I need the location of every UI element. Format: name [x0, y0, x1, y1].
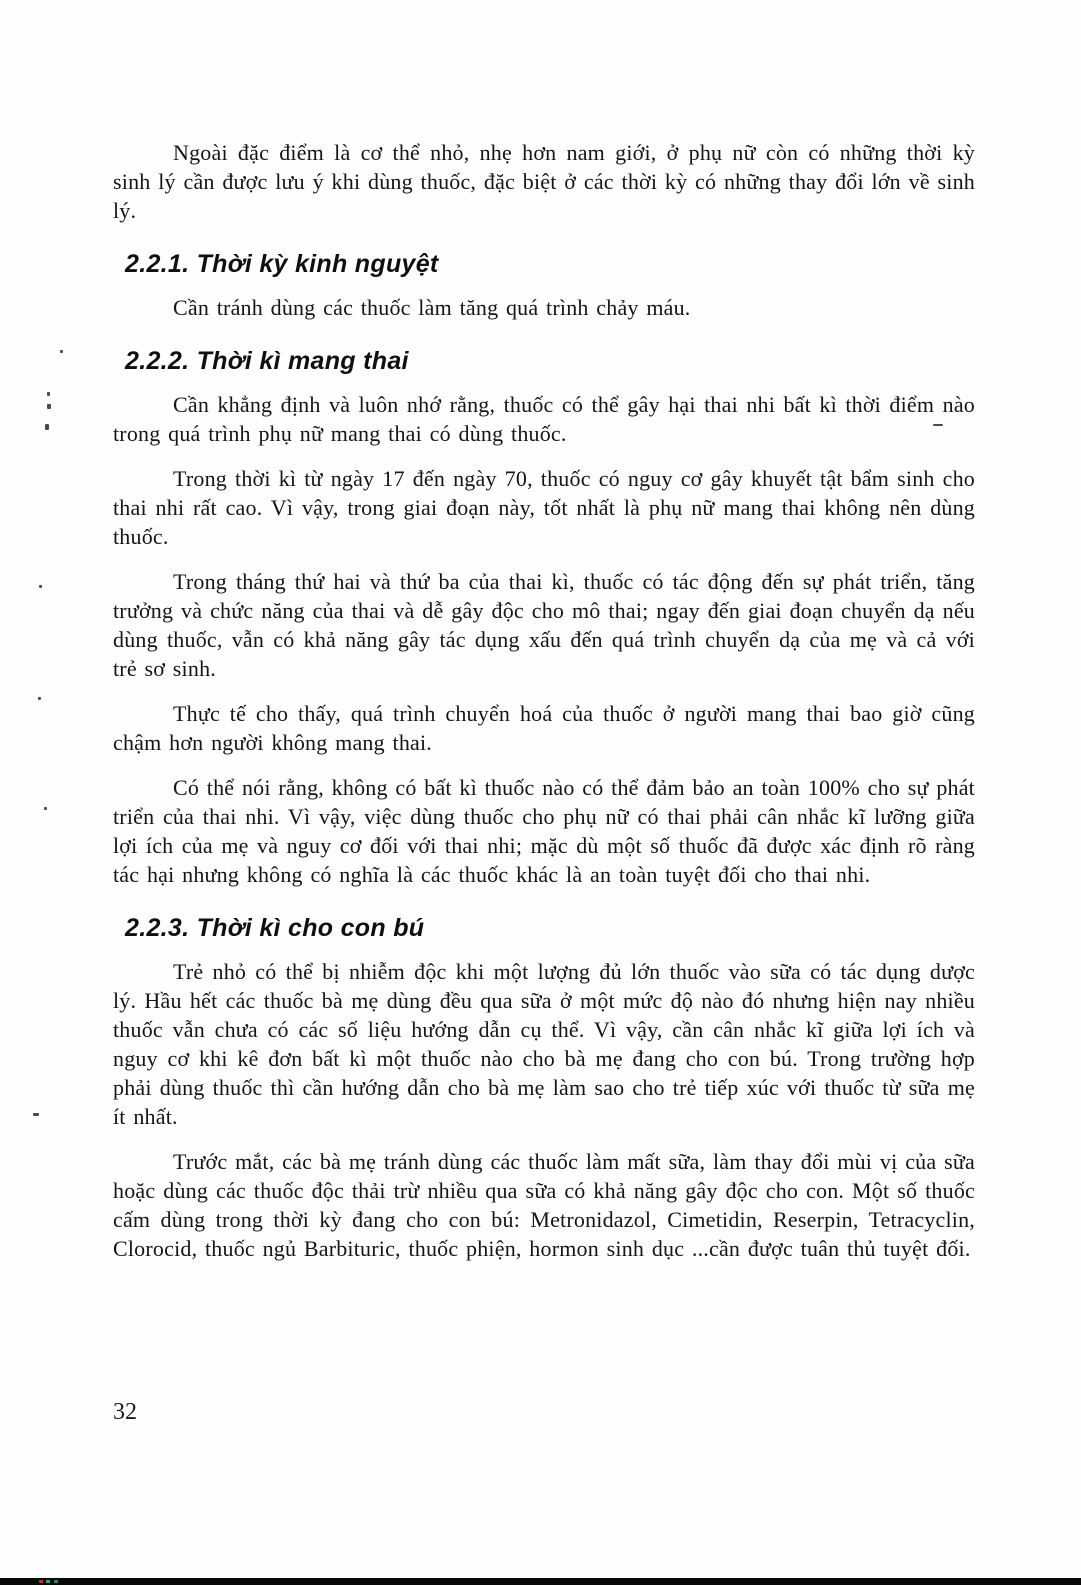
paragraph: Cần tránh dùng các thuốc làm tăng quá trình chảy máu. — [173, 295, 691, 320]
paragraph: Thực tế cho thấy, quá trình chuyển hoá của thuốc ở người mang thai bao giờ cũng chậm hơn người không mang thai. — [113, 701, 975, 755]
scan-speckle — [47, 392, 50, 396]
paragraph: Trong tháng thứ hai và thứ ba của thai kì, thuốc có tác động đến sự phát triển, tăng trưởng và chức năng của thai và dễ gây độc cho mô thai; ngay đến giai đoạn chuyển dạ nếu dùng thuốc, vẫn có khả năng gây tác dụng xấu đến quá trình chuyển dạ của mẹ và cả với trẻ sơ sinh. — [113, 569, 975, 681]
paragraph: Trong thời kì từ ngày 17 đến ngày 70, thuốc có nguy cơ gây khuyết tật bẩm sinh cho thai nhi rất cao. Vì vậy, trong giai đoạn này, tốt nhất là phụ nữ mang thai không nên dùng thuốc. — [113, 466, 975, 549]
section-heading-menstruation: 2.2.1. Thời kỳ kinh nguyệt — [125, 250, 439, 278]
scan-edge-bar — [0, 1578, 1081, 1585]
scan-speckle — [44, 807, 47, 810]
paragraph: Cần khẳng định và luôn nhớ rằng, thuốc có thể gây hại thai nhi bất kì thời điểm nào trong quá trình phụ nữ mang thai có dùng thuốc. — [113, 392, 975, 446]
scan-speckle — [933, 424, 943, 426]
scan-speckle — [39, 585, 42, 588]
scan-noise-pixel — [39, 1580, 43, 1583]
scan-speckle — [33, 1113, 39, 1116]
page-number: 32 — [113, 1399, 137, 1425]
section-heading-pregnancy: 2.2.2. Thời kì mang thai — [125, 347, 409, 375]
scan-speckle — [60, 350, 63, 353]
scan-speckle — [45, 424, 49, 430]
section-heading-breastfeeding: 2.2.3. Thời kì cho con bú — [125, 914, 425, 942]
scan-speckle — [47, 404, 51, 409]
paragraph: Có thể nói rằng, không có bất kì thuốc nào có thể đảm bảo an toàn 100% cho sự phát triển của thai nhi. Vì vậy, việc dùng thuốc cho phụ nữ có thai phải cân nhắc kĩ lưỡng giữa lợi ích của mẹ và nguy cơ đối với thai nhi; mặc dù một số thuốc đã được xác định rõ ràng tác hại nhưng không có nghĩa là các thuốc khác là an toàn tuyệt đối cho thai nhi. — [113, 775, 975, 887]
scan-noise-pixel — [46, 1580, 50, 1583]
scan-noise-pixel — [54, 1580, 58, 1583]
intro-paragraph: Ngoài đặc điểm là cơ thể nhỏ, nhẹ hơn nam giới, ở phụ nữ còn có những thời kỳ sinh lý cần được lưu ý khi dùng thuốc, đặc biệt ở các thời kỳ có những thay đổi lớn về sinh lý. — [113, 140, 975, 223]
paragraph: Trẻ nhỏ có thể bị nhiễm độc khi một lượng đủ lớn thuốc vào sữa có tác dụng dược lý. Hầu hết các thuốc bà mẹ dùng đều qua sữa ở một mức độ nào đó nhưng hiện nay nhiều thuốc vẫn chưa có các số liệu hướng dẫn cụ thể. Vì vậy, cần cân nhắc kĩ giữa lợi ích và nguy cơ khi kê đơn bất kì một thuốc nào cho bà mẹ đang cho con bú. Trong trường hợp phải dùng thuốc thì cần hướng dẫn cho bà mẹ làm sao cho trẻ tiếp xúc với thuốc từ sữa mẹ ít nhất. — [113, 959, 975, 1129]
page-body — [113, 138, 975, 1279]
paragraph: Trước mắt, các bà mẹ tránh dùng các thuốc làm mất sữa, làm thay đổi mùi vị của sữa hoặc dùng các thuốc độc thải trừ nhiều qua sữa có khả năng gây độc cho con. Một số thuốc cấm dùng trong thời kỳ đang cho con bú: Metronidazol, Cimetidin, Reserpin, Tetracyclin, Clorocid, thuốc ngủ Barbituric, thuốc phiện, hormon sinh dục ...cần được tuân thủ tuyệt đối. — [113, 1149, 975, 1261]
scan-speckle — [38, 697, 41, 700]
